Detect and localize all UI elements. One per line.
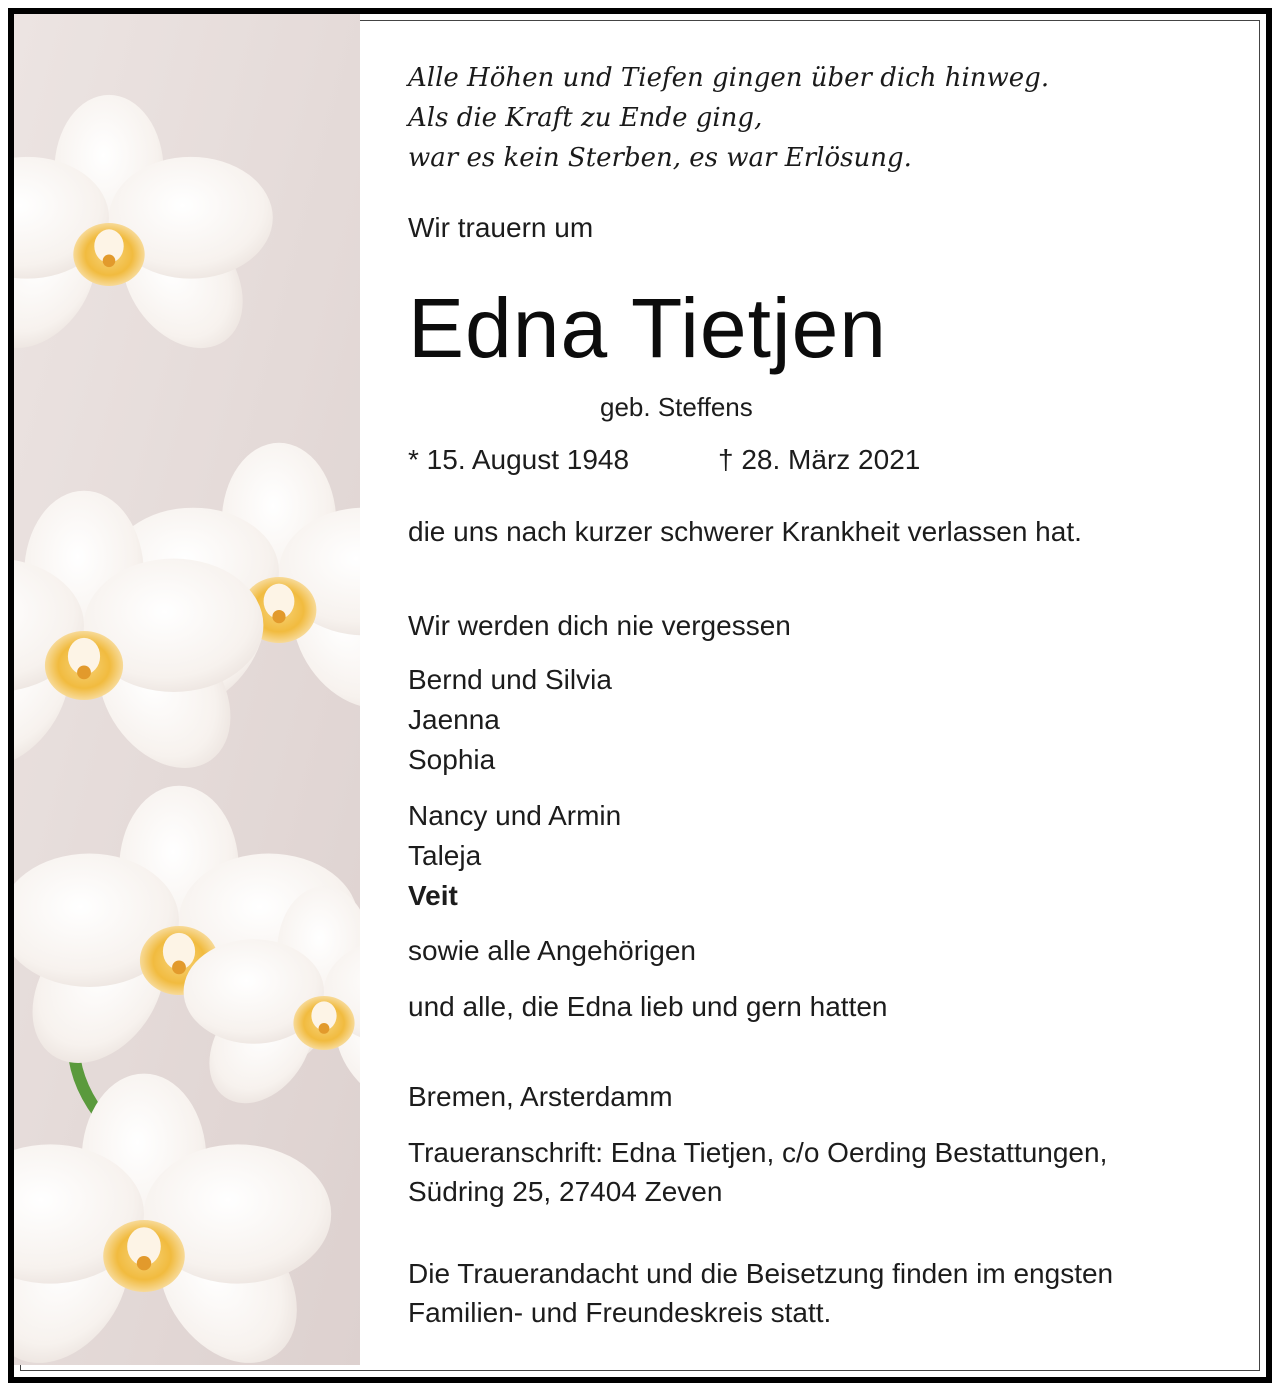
address-line-1: Traueranschrift: Edna Tietjen, c/o Oerding Bestattungen,: [408, 1137, 1108, 1168]
ceremony-line-1: Die Trauerandacht und die Beisetzung finden im engsten: [408, 1258, 1114, 1289]
deceased-name: Edna Tietjen: [408, 281, 888, 375]
poem-line-3: war es kein Sterben, es war Erlösung.: [408, 143, 912, 173]
friends-text: und alle, die Edna lieb und gern hatten: [408, 991, 888, 1022]
farewell-text: Wir werden dich nie vergessen: [408, 610, 791, 641]
mourner: Bernd und Silvia: [408, 664, 612, 695]
poem: [408, 58, 1049, 178]
maiden-name: geb. Steffens: [600, 392, 753, 422]
address-line-2: Südring 25, 27404 Zeven: [408, 1176, 723, 1207]
mourner: Veit: [408, 880, 458, 911]
poem-line-2: Als die Kraft zu Ende ging,: [408, 103, 763, 133]
orchid-illustration: [14, 14, 360, 1365]
orchid-image: [14, 14, 360, 1365]
relatives-text: sowie alle Angehörigen: [408, 935, 696, 966]
death-date: † 28. März 2021: [718, 444, 921, 475]
mourner: Taleja: [408, 840, 482, 871]
mourner: Nancy und Armin: [408, 800, 622, 831]
birth-date: * 15. August 1948: [408, 444, 630, 475]
location: Bremen, Arsterdamm: [408, 1081, 673, 1112]
mourner: Jaenna: [408, 704, 500, 735]
ceremony-line-2: Familien- und Freundeskreis statt.: [408, 1297, 832, 1328]
statement: die uns nach kurzer schwerer Krankheit verlassen hat.: [408, 516, 1082, 547]
mourner: Sophia: [408, 744, 496, 775]
poem-line-1: Alle Höhen und Tiefen gingen über dich hinweg.: [408, 63, 1050, 93]
intro-text: Wir trauern um: [408, 212, 594, 243]
